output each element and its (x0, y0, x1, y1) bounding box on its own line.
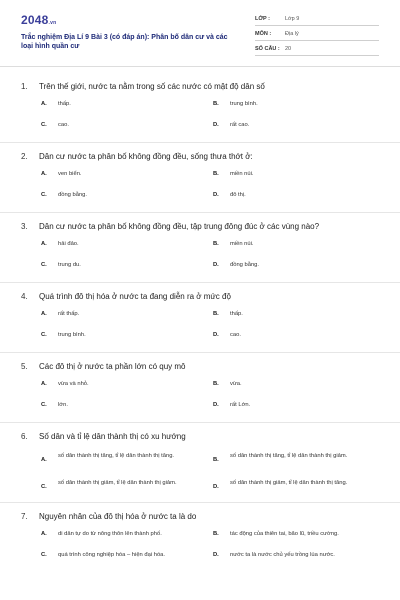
option-text: lớn. (58, 402, 68, 408)
meta-label: MÔN : (255, 31, 272, 37)
option-letter: D. (213, 332, 219, 338)
option-text: đô thị. (230, 192, 246, 198)
question-list (0, 67, 400, 572)
question-text (21, 511, 386, 523)
question-stem: Quá trình đô thị hóa ở nước ta đang diễn ra ở mức độ (39, 292, 231, 301)
option-letter: B. (213, 381, 219, 387)
option-letter: D. (213, 262, 219, 268)
option-text: trung bình. (58, 332, 86, 338)
question (21, 143, 386, 212)
option-text: vừa và nhỏ. (58, 381, 89, 387)
option-letter: A. (41, 241, 47, 247)
option-letter: C. (41, 484, 47, 490)
option-letter: D. (213, 402, 219, 408)
question (21, 423, 386, 502)
option-letter: B. (213, 531, 219, 537)
option-text: ven biển. (58, 171, 82, 177)
question-number: 2. (21, 152, 28, 161)
option-text: trung bình. (230, 101, 258, 107)
option-letter: C. (41, 122, 47, 128)
question-number: 6. (21, 432, 28, 441)
option-text: trung du. (58, 262, 81, 268)
option-text: đồng bằng. (230, 262, 260, 268)
question-stem: Dân cư nước ta phân bố không đồng đều, tập trung đông đúc ở các vùng nào? (39, 222, 320, 231)
option-text: số dân thành thị giảm, tỉ lệ dân thành thị giảm. (58, 480, 177, 486)
question-stem: Các đô thị ở nước ta phần lớn có quy mô (39, 362, 186, 371)
question (21, 79, 386, 142)
option-letter: A. (41, 311, 47, 317)
meta-value: 20 (285, 46, 292, 52)
option-text: cao. (58, 122, 69, 128)
option-text: hải đảo. (58, 241, 79, 247)
question-text (21, 361, 386, 373)
question-text (21, 291, 386, 303)
question-number: 1. (21, 82, 28, 91)
question (21, 213, 386, 282)
option-letter: D. (213, 484, 219, 490)
option-letter: B. (213, 101, 219, 107)
option-letter: B. (213, 457, 219, 463)
option-letter: B. (213, 311, 219, 317)
question-stem: Trên thế giới, nước ta nằm trong số các nước có mật độ dân số (39, 82, 265, 91)
option-letter: A. (41, 171, 47, 177)
option-letter: D. (213, 552, 219, 558)
option-letter: C. (41, 192, 47, 198)
option-text: nước ta là nước chủ yếu trồng lúa nước. (230, 552, 335, 558)
site-logo[interactable] (21, 13, 56, 27)
meta-value: Địa lý (285, 31, 299, 37)
option-letter: B. (213, 171, 219, 177)
option-letter: C. (41, 262, 47, 268)
option-text: số dân thành thị giảm, tỉ lệ dân thành thị tăng. (230, 480, 348, 486)
logo-main: 2048 (21, 13, 49, 27)
option-text: thấp. (58, 101, 71, 107)
meta-count (255, 44, 379, 56)
option-letter: A. (41, 457, 47, 463)
option-letter: D. (213, 192, 219, 198)
meta-class (255, 14, 379, 26)
meta-label: LỚP : (255, 16, 270, 22)
option-letter: A. (41, 381, 47, 387)
question-text (21, 431, 386, 443)
option-text: đồng bằng. (58, 192, 88, 198)
option-letter: A. (41, 101, 47, 107)
logo-sub: .vn (48, 20, 57, 26)
question (21, 283, 386, 352)
question-stem: Nguyên nhân của đô thị hóa ở nước ta là do (39, 512, 197, 521)
option-text: số dân thành thị tăng, tỉ lệ dân thành thị tăng. (58, 453, 175, 459)
question-stem: Số dân và tỉ lệ dân thành thị có xu hướng (39, 432, 186, 441)
question-stem: Dân cư nước ta phân bố không đồng đều, sống thưa thớt ở: (39, 152, 253, 161)
option-letter: C. (41, 552, 47, 558)
option-text: cao. (230, 332, 241, 338)
option-text: thấp. (230, 311, 243, 317)
option-text: tác động của thiên tai, bão lũ, triều cường. (230, 531, 339, 537)
meta-label: SỐ CÂU : (255, 46, 280, 52)
question-number: 7. (21, 512, 28, 521)
meta-value: Lớp 9 (285, 16, 300, 22)
option-text: rất Lớn. (230, 402, 251, 408)
option-text: rất cao. (230, 122, 250, 128)
option-letter: C. (41, 402, 47, 408)
option-letter: A. (41, 531, 47, 537)
meta-subject (255, 29, 379, 41)
option-text: miền núi. (230, 241, 254, 247)
question-number: 3. (21, 222, 28, 231)
option-text: quá trình công nghiệp hóa – hiện đại hóa. (58, 552, 166, 558)
question-text (21, 151, 386, 163)
option-text: rất thấp. (58, 311, 80, 317)
question-text (21, 81, 386, 93)
option-letter: D. (213, 122, 219, 128)
question (21, 353, 386, 422)
page-header (0, 0, 400, 67)
option-letter: C. (41, 332, 47, 338)
option-text: vừa. (230, 381, 242, 387)
option-letter: B. (213, 241, 219, 247)
question (21, 503, 386, 572)
question-number: 4. (21, 292, 28, 301)
option-text: miền núi. (230, 171, 254, 177)
question-text (21, 221, 386, 233)
option-text: số dân thành thị tăng, tỉ lệ dân thành thị giảm. (230, 453, 348, 459)
question-number: 5. (21, 362, 28, 371)
option-text: di dân tự do từ nông thôn lên thành phố. (58, 531, 162, 537)
page-title: Trắc nghiệm Địa Lí 9 Bài 3 (có đáp án): Phân bố dân cư và các loại hình quần cư (21, 34, 228, 50)
